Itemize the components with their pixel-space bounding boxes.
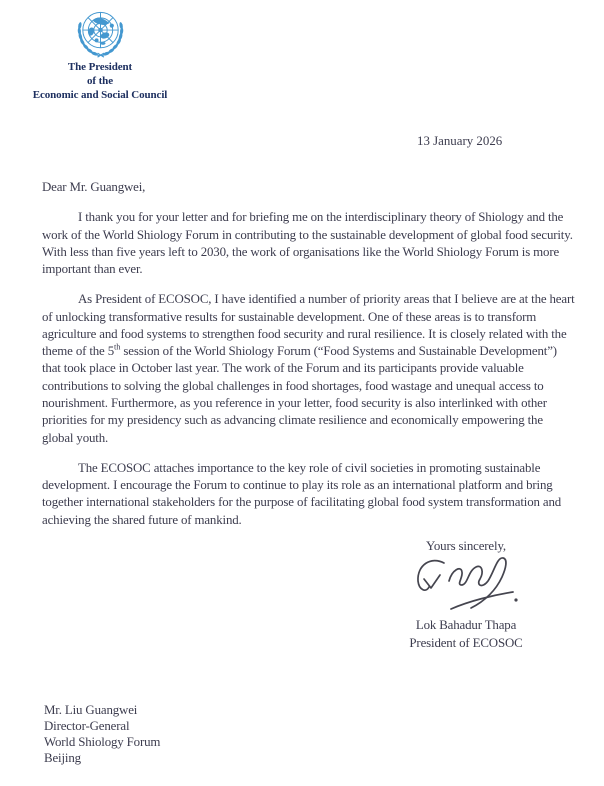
paragraph-2-text-after: session of the World Shiology Forum (“Food Systems and Sustainable Development”) that took place in October last year. The work of the Forum and its participants provide valuable contributions to solving the global challenges in food shortages, food wastage and unequal access to nourishment. Furthermore, as you reference in your letter, food security is also interlinked with other priorities for my presidency such as advancing climate resilience and economically empowering the global youth. [42, 344, 557, 445]
letter-body [42, 179, 576, 542]
closing-block [385, 538, 547, 652]
body-paragraph-3: The ECOSOC attaches importance to the key role of civil societies in promoting sustainable development. I encourage the Forum to continue to play its role as an international platform and bring together international stakeholders for the purpose of facilitating global food system transformation and achieving the shared future of mankind. [42, 460, 562, 527]
letterhead [26, 10, 174, 102]
recipient-city: Beijing [44, 751, 81, 765]
recipient-block [44, 702, 160, 766]
letterhead-line-2: of the [87, 74, 113, 87]
paragraph-2-text-before: As President of ECOSOC, I have identified a number of priority areas that I believe are at the heart of unlocking transformative results for sustainable development. One of these areas is to transform agriculture and food systems to strengthen food security and rural resilience. It is closely related with the theme of the 5 [42, 292, 575, 359]
recipient-organization: World Shiology Forum [44, 735, 161, 749]
body-paragraph-2 [42, 291, 576, 447]
salutation: Dear Mr. Guangwei, [42, 180, 146, 194]
valediction: Yours sincerely, [426, 539, 506, 553]
letterhead-line-1: The President [67, 61, 133, 73]
un-emblem-icon [72, 10, 129, 58]
recipient-title: Director-General [44, 719, 130, 733]
letter-date: 13 January 2026 [417, 134, 503, 148]
letterhead-line-3: Economic and Social Council [32, 88, 168, 101]
paragraph-2-ordinal-superscript: th [114, 341, 121, 352]
sender-name: Lok Bahadur Thapa [415, 618, 517, 633]
body-paragraph-1: I thank you for your letter and for briefing me on the interdisciplinary theory of Shiology and the work of the World Shiology Forum in contributing to the sustainable development of global food security. With less than five years left to 2030, the work of organisations like the World Shiology Forum is more important than ever. [42, 210, 573, 277]
sender-title: President of ECOSOC [409, 635, 523, 650]
recipient-name: Mr. Liu Guangwei [44, 703, 138, 717]
handwritten-signature-icon [409, 555, 524, 617]
